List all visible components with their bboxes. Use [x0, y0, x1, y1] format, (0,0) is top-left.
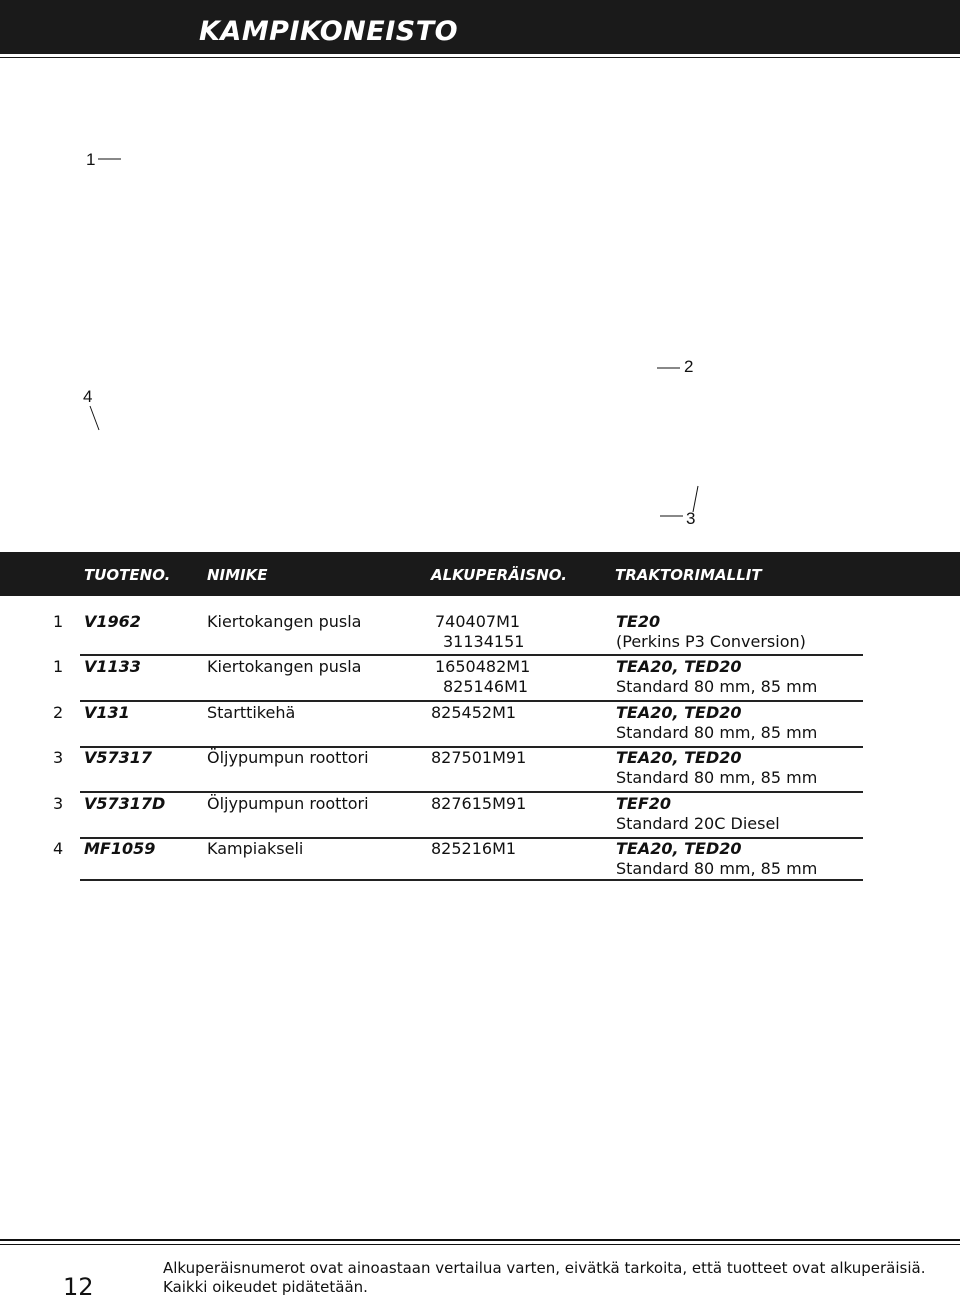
- footer-disclaimer-line1: Alkuperäisnumerot ovat ainoastaan vertailua varten, eivätkä tarkoita, että tuotteet ovat alkuperäisiä.: [163, 1259, 926, 1277]
- row-product-code: V57317D: [84, 794, 166, 813]
- row-model-detail: Standard 80 mm, 85 mm: [616, 859, 818, 878]
- footer-rule-thin: [0, 1244, 960, 1245]
- header-tractor-models: TRAKTORIMALLIT: [615, 566, 762, 584]
- row-product-code: V1962: [84, 612, 141, 631]
- row-model-detail: Standard 20C Diesel: [616, 814, 780, 833]
- footer-disclaimer-line2: Kaikki oikeudet pidätetään.: [163, 1278, 368, 1296]
- row-ref: 1: [53, 612, 64, 631]
- row-model-detail: Standard 80 mm, 85 mm: [616, 768, 818, 787]
- page-title: KAMPIKONEISTO: [199, 16, 459, 47]
- row-name: Öljypumpun roottori: [207, 748, 369, 767]
- header-product-no: TUOTENO.: [84, 566, 171, 584]
- row-model: TEA20, TED20: [616, 703, 742, 722]
- row-name: Kiertokangen pusla: [207, 612, 362, 631]
- row-ref: 4: [53, 839, 64, 858]
- row-model-detail: (Perkins P3 Conversion): [616, 632, 806, 651]
- row-name: Starttikehä: [207, 703, 296, 722]
- callout-leader-lines: [0, 0, 960, 560]
- row-name: Kampiakseli: [207, 839, 304, 858]
- row-ref: 1: [53, 657, 64, 676]
- row-oem: 827615M91: [431, 794, 527, 813]
- row-model: TEA20, TED20: [616, 839, 742, 858]
- row-ref: 2: [53, 703, 64, 722]
- row-oem-2: 825146M1: [443, 677, 529, 696]
- row-model: TEA20, TED20: [616, 657, 742, 676]
- row-name: Kiertokangen pusla: [207, 657, 362, 676]
- callout-3: 3: [686, 509, 696, 528]
- row-divider: [80, 654, 863, 656]
- row-divider: [80, 879, 863, 881]
- row-oem: 825216M1: [431, 839, 517, 858]
- header-oem-no: ALKUPERÄISNO.: [431, 566, 567, 584]
- row-oem: 740407M1: [435, 612, 521, 631]
- row-oem: 1650482M1: [435, 657, 531, 676]
- row-product-code: V1133: [84, 657, 141, 676]
- row-product-code: MF1059: [84, 839, 156, 858]
- callout-2: 2: [684, 357, 694, 376]
- row-divider: [80, 791, 863, 793]
- row-model: TEA20, TED20: [616, 748, 742, 767]
- row-oem-2: 31134151: [443, 632, 525, 651]
- callout-4: 4: [83, 387, 93, 406]
- row-ref: 3: [53, 794, 64, 813]
- leader-line-4: [90, 406, 99, 430]
- callout-1: 1: [86, 150, 96, 169]
- row-divider: [80, 700, 863, 702]
- page-number: 12: [63, 1273, 94, 1301]
- header-name: NIMIKE: [207, 566, 268, 584]
- row-model: TE20: [616, 612, 661, 631]
- row-model-detail: Standard 80 mm, 85 mm: [616, 723, 818, 742]
- leader-line-3b: [693, 486, 698, 512]
- row-model-detail: Standard 80 mm, 85 mm: [616, 677, 818, 696]
- row-model: TEF20: [616, 794, 672, 813]
- footer-rule: [0, 1239, 960, 1241]
- row-ref: 3: [53, 748, 64, 767]
- row-product-code: V57317: [84, 748, 153, 767]
- row-name: Öljypumpun roottori: [207, 794, 369, 813]
- row-oem: 827501M91: [431, 748, 527, 767]
- footer-disclaimer: [163, 1259, 925, 1297]
- table-header: [0, 552, 960, 596]
- row-oem: 825452M1: [431, 703, 517, 722]
- row-product-code: V131: [84, 703, 130, 722]
